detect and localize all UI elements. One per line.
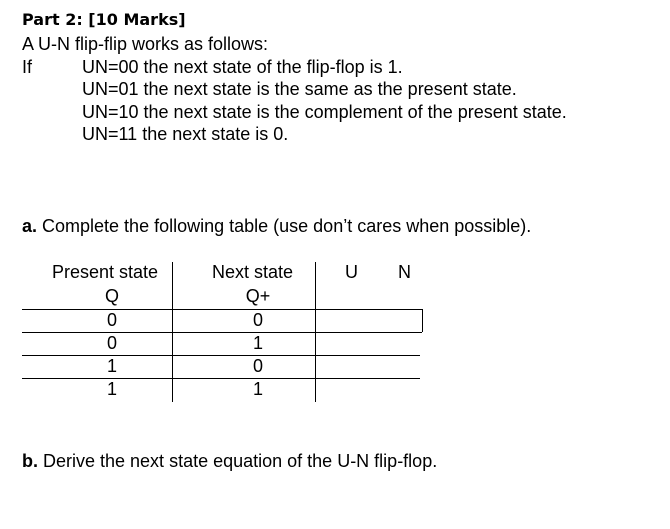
table-cell-q: 0	[106, 310, 117, 330]
if-label: If	[22, 57, 33, 77]
table-cell-q: 1	[106, 356, 117, 376]
table-cell-qplus: 1	[252, 333, 263, 353]
question-a-label: a.	[22, 216, 38, 236]
question-b-label: b.	[22, 451, 38, 471]
table-row-divider	[22, 378, 420, 379]
subheader-qplus: Q+	[245, 286, 271, 306]
table-cell-q: 1	[106, 379, 117, 399]
table-row-divider	[22, 332, 422, 333]
question-b-text: Derive the next state equation of the U-N flip-flop.	[38, 451, 438, 471]
table-cell-qplus: 0	[252, 310, 263, 330]
question-a-text: Complete the following table (use don’t cares when possible).	[37, 216, 532, 236]
header-n: N	[398, 262, 411, 282]
condition-line: UN=10 the next state is the complement of the present state.	[82, 102, 567, 122]
section-heading: Part 2: [10 Marks]	[22, 10, 186, 29]
condition-line: UN=00 the next state of the flip-flop is 1.	[82, 57, 403, 77]
condition-line: UN=01 the next state is the same as the present state.	[82, 79, 517, 99]
table-cell-q: 0	[106, 333, 117, 353]
table-row-divider	[22, 309, 422, 310]
table-row-divider	[22, 355, 420, 356]
header-next-state: Next state	[212, 262, 294, 282]
table-cell-qplus: 0	[252, 356, 263, 376]
table-edge-line	[422, 309, 423, 332]
header-u: U	[345, 262, 358, 282]
question-b	[22, 451, 437, 472]
header-present-state: Present state	[52, 262, 159, 282]
condition-line: UN=11 the next state is 0.	[82, 124, 289, 144]
intro-text: A U-N flip-flip works as follows:	[22, 34, 269, 54]
question-a	[22, 216, 531, 237]
table-cell-qplus: 1	[252, 379, 263, 399]
subheader-q: Q	[104, 286, 119, 306]
